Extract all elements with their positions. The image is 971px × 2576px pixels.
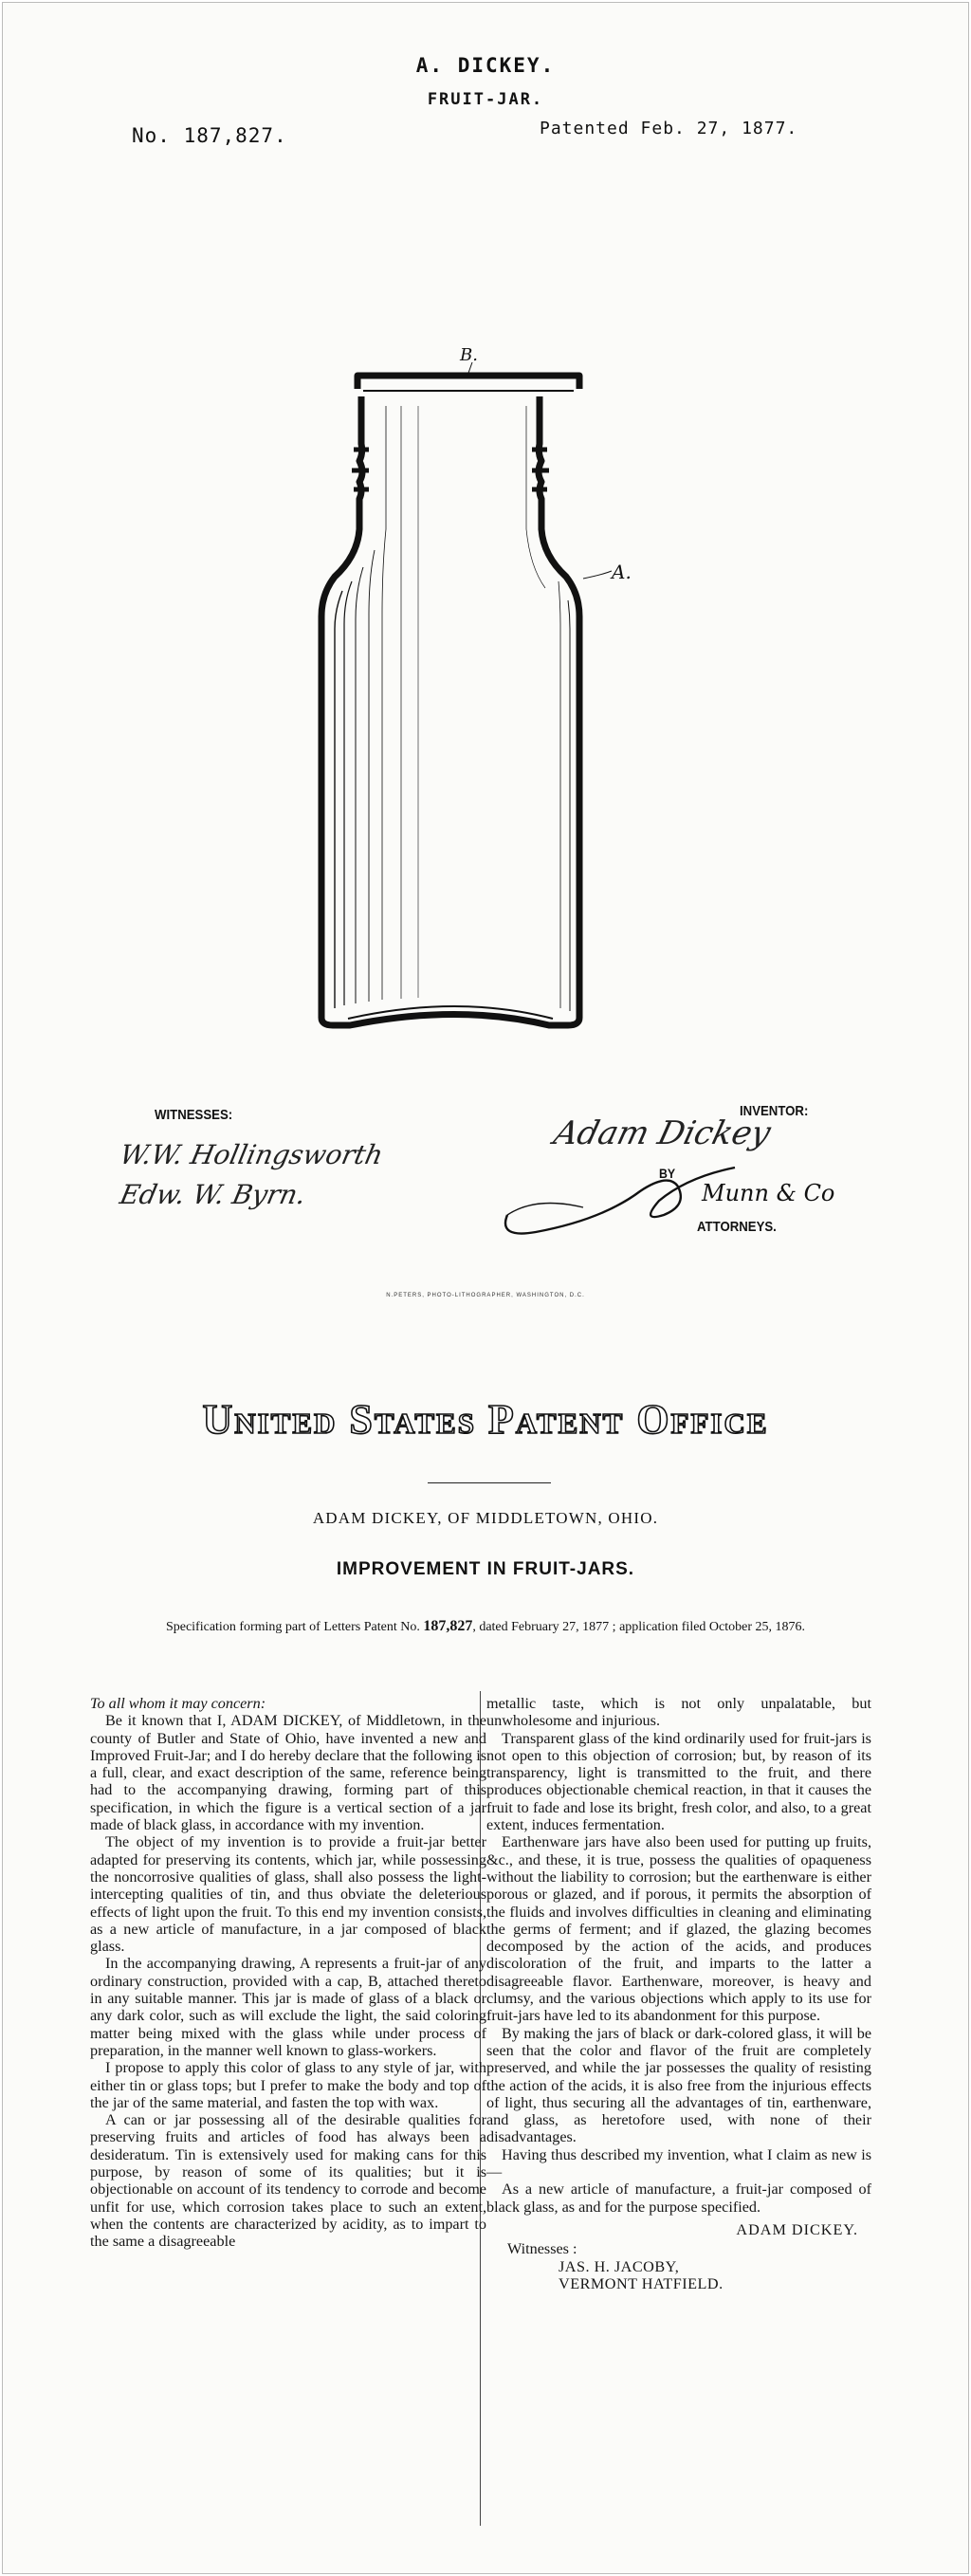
- spec-number: 187,827: [423, 1618, 473, 1634]
- specification-line: [103, 1617, 868, 1636]
- inventor-name: A. DICKEY.: [415, 54, 556, 77]
- paragraph: Having thus described my invention, what I claim as new is—: [486, 2145, 871, 2181]
- witness-name: JAS. H. JACOBY,: [559, 2257, 680, 2275]
- paragraph: Earthenware jars have also been used for putting up fruits, &c., and these, it is true, possess the qualities of opaqueness without the liability to corrosion; but the earthenware is either porous or glazed, and if porous, it permits the absorption of the fluids and involves difficulties in cleaning and eliminating the germs of ferment; and if glazed, the glazing becomes decomposed by the action of the acids, and produces discoloration of the fruit, and imparts to the latter a disagreeable flavor. Earthenware, moreover, is heavy and clumsy, and the various objections which apply to its use for fruit-jars have led to its abandonment for this purpose.: [486, 1833, 871, 2025]
- inventor-label: INVENTOR:: [740, 1103, 809, 1119]
- paragraph: Be it known that I, ADAM DICKEY, of Middletown, in the county of Butler and State of Ohio, have invented a new and Improved Fruit-Jar; and I do hereby declare that the following is a full, clear, and exact description of the same, reference being had to the accompanying drawing, forming part of this specification, in which the figure is a vertical section of a jar made of black glass, in accordance with my invention.: [90, 1712, 486, 1834]
- attorneys-label: ATTORNEYS.: [697, 1219, 777, 1235]
- paragraph: In the accompanying drawing, A represents a fruit-jar of any ordinary construction, provided with a cap, B, attached thereto in any suitable manner. This jar is made of glass of a black or any dark color, such as will exclude the light, the said coloring matter being mixed with the glass while under process of preparation, in the manner well known to glass-workers.: [90, 1955, 486, 2059]
- paragraph: Transparent glass of the kind ordinarily used for fruit-jars is not open to this objection of corrosion; but, by reason of its transparency, light is transmitted to the fruit, and there produces objectionable chemical reaction, in that it causes the fruit to fade and lose its bright, fresh color, and also, to a great extent, induces fermentation.: [486, 1729, 871, 1834]
- signature-name: ADAM DICKEY.: [736, 2220, 858, 2238]
- inventor-signature: Adam Dickey: [550, 1114, 775, 1152]
- office-title: United States Patent Office: [202, 1396, 769, 1443]
- attorneys-signature: [498, 1149, 839, 1243]
- by-label: BY: [659, 1166, 676, 1181]
- witness-signature-1: W.W. Hollingsworth: [117, 1139, 386, 1170]
- paragraph: By making the jars of black or dark-colored glass, it will be seen that the color and flavor of the fruit are completely preserved, and while the jar possesses the quality of resisting the action of the acids, it is also free from the injurious effects of light, thus securing all the advantages of tin, earthenware, and glass, as heretofore used, with none of their disadvantages.: [486, 2024, 871, 2146]
- paragraph: A can or jar possessing all of the desirable qualities for preserving fruits and articles of food has always been a desideratum. Tin is extensively used for making cans for this purpose, by reason of some of its qualities; but it is objectionable on account of its tendency to corrode and become unfit for use, which corrosion takes place to such an extent, when the contents are characterized by acidity, as to impart to the same a disagreeable: [90, 2111, 486, 2251]
- improvement-title: IMPROVEMENT IN FRUIT-JARS.: [336, 1559, 635, 1579]
- witness-name: VERMONT HATFIELD.: [559, 2274, 724, 2292]
- witnesses-heading: Witnesses :: [507, 2240, 577, 2258]
- inventor-line: ADAM DICKEY, OF MIDDLETOWN, OHIO.: [312, 1509, 659, 1527]
- svg-text:Munn & Co: Munn & Co: [702, 1180, 835, 1206]
- paragraph: The object of my invention is to provide a fruit-jar better adapted for preserving its contents, which jar, while possessing the noncorrosive qualities of glass, shall also possess the light-intercepting qualities of tin, and thus obviate the deleterious effects of light upon the fruit. To this end my invention consists, as a new article of manufacture, in a jar composed of black glass.: [90, 1833, 486, 1956]
- claim: As a new article of manufacture, a fruit-jar composed of black glass, as and for the purpose specified.: [486, 2180, 871, 2216]
- paragraph: I propose to apply this color of glass to any style of jar, with either tin or glass tops; but I prefer to make the body and top of the jar of the same material, and fasten the top with wax.: [90, 2059, 486, 2111]
- engraver-credit: N.PETERS, PHOTO-LITHOGRAPHER, WASHINGTON, D.C.: [386, 1293, 585, 1298]
- right-column: [486, 1695, 871, 2292]
- left-column: [90, 1695, 486, 2251]
- patent-number: No. 187,827.: [132, 124, 287, 147]
- title-divider: [428, 1482, 551, 1483]
- spec-suffix: , dated February 27, 1877 ; application filed October 25, 1876.: [472, 1620, 806, 1634]
- cap-label: B.: [460, 345, 478, 365]
- jar-cap: [357, 376, 579, 389]
- jar-label: A.: [612, 561, 632, 583]
- witnesses-label: WITNESSES:: [155, 1107, 233, 1123]
- patent-page: [2, 2, 969, 2574]
- patent-date: Patented Feb. 27, 1877.: [540, 119, 798, 138]
- paragraph: metallic taste, which is not only unpalatable, but unwholesome and injurious.: [486, 1695, 871, 1730]
- salutation: To all whom it may concern:: [90, 1695, 266, 1712]
- invention-name: FRUIT-JAR.: [427, 90, 544, 109]
- spec-prefix: Specification forming part of Letters Patent No.: [165, 1620, 420, 1634]
- witness-signature-2: Edw. W. Byrn.: [117, 1179, 309, 1210]
- jar-figure: [306, 340, 686, 1037]
